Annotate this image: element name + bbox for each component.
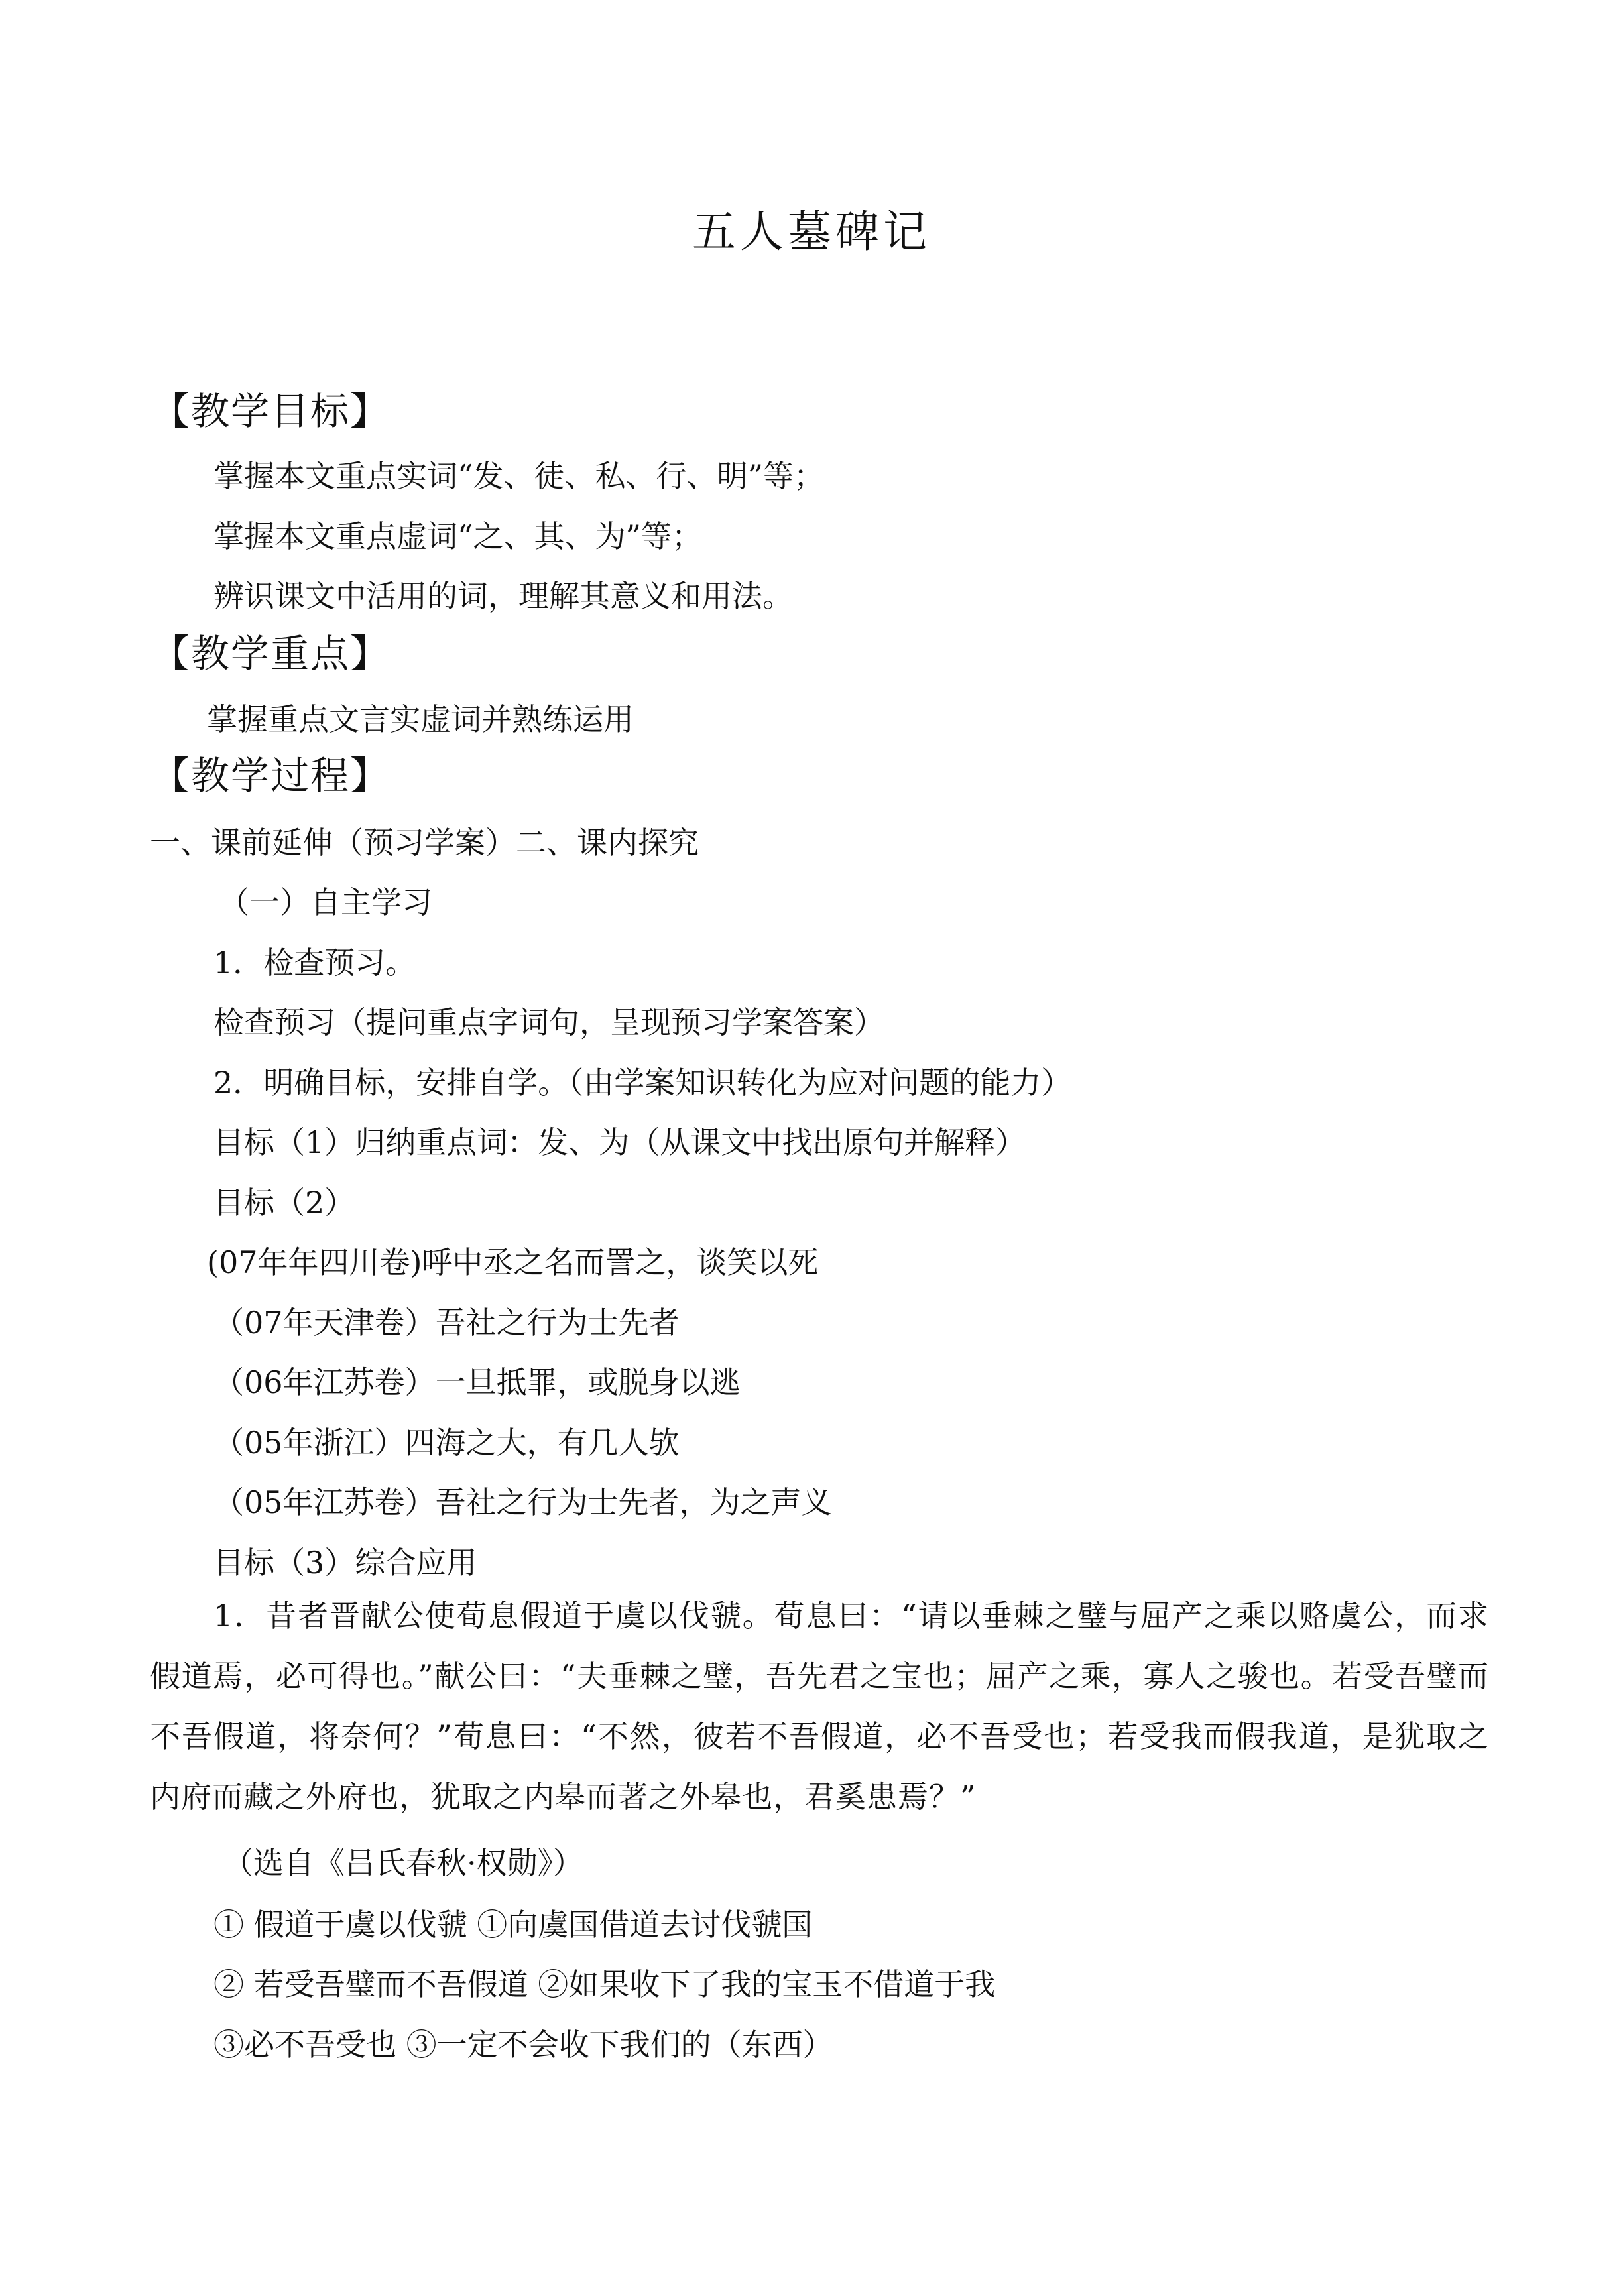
heading-objectives: 【教学目标】 xyxy=(151,389,391,434)
translation-line: ② 若受吾璧而不吾假道 ②如果收下了我的宝玉不借道于我 xyxy=(213,1966,996,2002)
focus-text: 掌握重点文言实虚词并熟练运用 xyxy=(207,701,634,737)
translation-line: ③必不吾受也 ③一定不会收下我们的（东西） xyxy=(213,2027,833,2063)
process-intro: 一、课前延伸（预习学案）二、课内探究 xyxy=(150,825,699,861)
passage-source: （选自《吕氏春秋·权勋》） xyxy=(223,1845,583,1881)
process-line: （05年江苏卷）吾社之行为士先者，为之声义 xyxy=(213,1484,832,1520)
translation-line: ① 假道于虞以伐虢 ①向虞国借道去讨伐虢国 xyxy=(213,1907,813,1943)
process-line: 目标（1）归纳重点词：发、为（从课文中找出原句并解释） xyxy=(213,1124,1026,1160)
process-line: 目标（2） xyxy=(213,1185,355,1221)
heading-process: 【教学过程】 xyxy=(151,753,391,798)
objective-item: 掌握本文重点实词“发、徒、私、行、明”等； xyxy=(213,458,825,494)
process-line: （06年江苏卷）一旦抵罪，或脱身以逃 xyxy=(213,1364,741,1400)
process-line: （一）自主学习 xyxy=(219,884,432,920)
objective-item: 掌握本文重点虚词“之、其、为”等； xyxy=(213,518,703,554)
process-line: 目标（3）综合应用 xyxy=(213,1545,477,1581)
page-title: 五人墓碑记 xyxy=(692,206,931,257)
process-line: (07年年四川卷)呼中丞之名而詈之，谈笑以死 xyxy=(207,1244,819,1280)
process-line: （05年浙江）四海之大，有几人欤 xyxy=(213,1425,680,1461)
process-line: 2．明确目标，安排自学。（由学案知识转化为应对问题的能力） xyxy=(213,1065,1072,1101)
objective-item: 辨识课文中活用的词，理解其意义和用法。 xyxy=(213,578,793,614)
heading-focus: 【教学重点】 xyxy=(151,631,391,676)
passage-text: 1．昔者晋献公使荀息假道于虞以伐虢。荀息曰：“请以垂棘之璧与屈产之乘以赂虞公，而求假道焉，必可得也。”献公曰：“夫垂棘之璧，吾先君之宝也；屈产之乘，寡人之骏也。若受吾璧而不吾假道，将奈何？”荀息曰：“不然，彼若不吾假道，必不吾受也；若受我而假我道，是犹取之内府而藏之外府也，犹取之内皋而著之外皋也，君奚患焉？” xyxy=(150,1598,1489,1815)
process-line: （07年天津卷）吾社之行为士先者 xyxy=(213,1305,680,1341)
process-line: 1．检查预习。 xyxy=(213,945,416,981)
process-line: 检查预习（提问重点字词句，呈现预习学案答案） xyxy=(213,1004,884,1040)
